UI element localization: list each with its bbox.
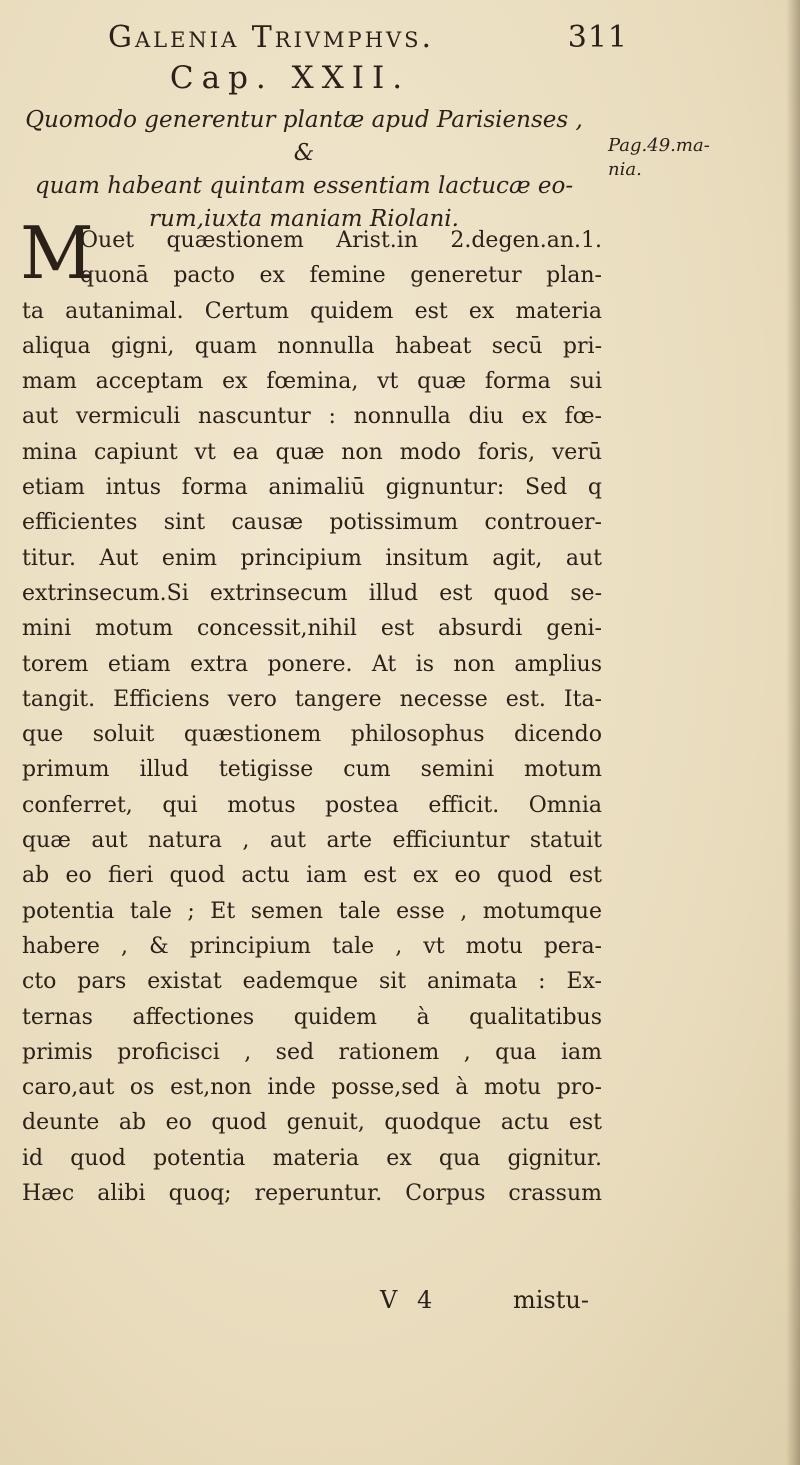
catchword: mistu- [513, 1286, 589, 1314]
text-line: quonā pacto ex femine generetur plan- [80, 263, 602, 289]
text-line: titur. Aut enim principium insitum agit, aut [22, 545, 602, 571]
chapter-heading: Cap. XXII. [169, 60, 411, 96]
chapter-title-line: Quomodo generentur plantæ apud Parisienses , & [25, 107, 583, 166]
text-line: ab eo fieri quod actu iam est ex eo quod est [22, 863, 602, 889]
signature-mark: V 4 [380, 1286, 439, 1314]
text-line: Ouet quæstionem Arist.in 2.degen.an.1. [80, 228, 602, 253]
margin-note-line: nia. [608, 159, 642, 180]
page-number: 311 [567, 20, 628, 55]
text-line: tangit. Efficiens vero tangere necesse est. Ita- [22, 686, 602, 712]
page-edge-shadow [786, 0, 800, 1465]
drop-cap: M [20, 211, 94, 295]
text-line: ta autanimal. Certum quidem est ex materia [22, 298, 602, 324]
text-line: torem etiam extra ponere. At is non amplius [22, 651, 602, 677]
text-line: habere , & principium tale , vt motu pera- [22, 933, 602, 959]
text-line: mam acceptam ex fœmina, vt quæ forma sui [22, 369, 602, 395]
text-line: quæ aut natura , aut arte efficiuntur statuit [22, 828, 602, 854]
text-line: potentia tale ; Et semen tale esse , motumque [22, 898, 602, 924]
text-line: deunte ab eo quod genuit, quodque actu est [22, 1110, 602, 1136]
margin-note [608, 134, 708, 182]
margin-note-line: Pag.49.ma- [608, 135, 710, 156]
text-line: aliqua gigni, quam nonnulla habeat secū pri- [22, 333, 602, 359]
text-line: conferret, qui motus postea efficit. Omnia [22, 792, 602, 818]
chapter-title-line: quam habeant quintam essentiam lactucæ eo- [34, 173, 574, 199]
text-line: primum illud tetigisse cum semini motum [22, 757, 602, 783]
text-line: ternas affectiones quidem à qualitatibus [22, 1004, 602, 1030]
text-line: que soluit quæstionem philosophus dicendo [22, 722, 602, 748]
text-line: mini motum concessit,nihil est absurdi geni- [22, 616, 602, 642]
chapter-title [24, 104, 584, 236]
text-line: mina capiunt vt ea quæ non modo foris, verū [22, 439, 602, 465]
text-line: id quod potentia materia ex qua gignitur. [22, 1145, 602, 1171]
text-line: efficientes sint causæ potissimum controuer- [22, 510, 602, 536]
body-text [22, 223, 602, 1211]
text-line: etiam intus forma animaliū gignuntur: Sed q [22, 475, 602, 501]
running-head-title: Galenia Trivmphvs. [108, 20, 435, 55]
running-head [108, 20, 628, 55]
text-line: extrinsecum.Si extrinsecum illud est quod se- [22, 580, 602, 606]
text-line: caro,aut os est,non inde posse,sed à motu pro- [22, 1075, 602, 1101]
text-line: primis proficisci , sed rationem , qua iam [22, 1039, 602, 1065]
text-line: Hæc alibi quoq; reperuntur. Corpus crassum [22, 1181, 602, 1207]
text-line: cto pars existat eademque sit animata : Ex- [22, 969, 602, 995]
chapter-title-line: rum,iuxta maniam Riolani. [149, 206, 459, 232]
text-line: aut vermiculi nascuntur : nonnulla diu ex fœ- [22, 404, 602, 430]
